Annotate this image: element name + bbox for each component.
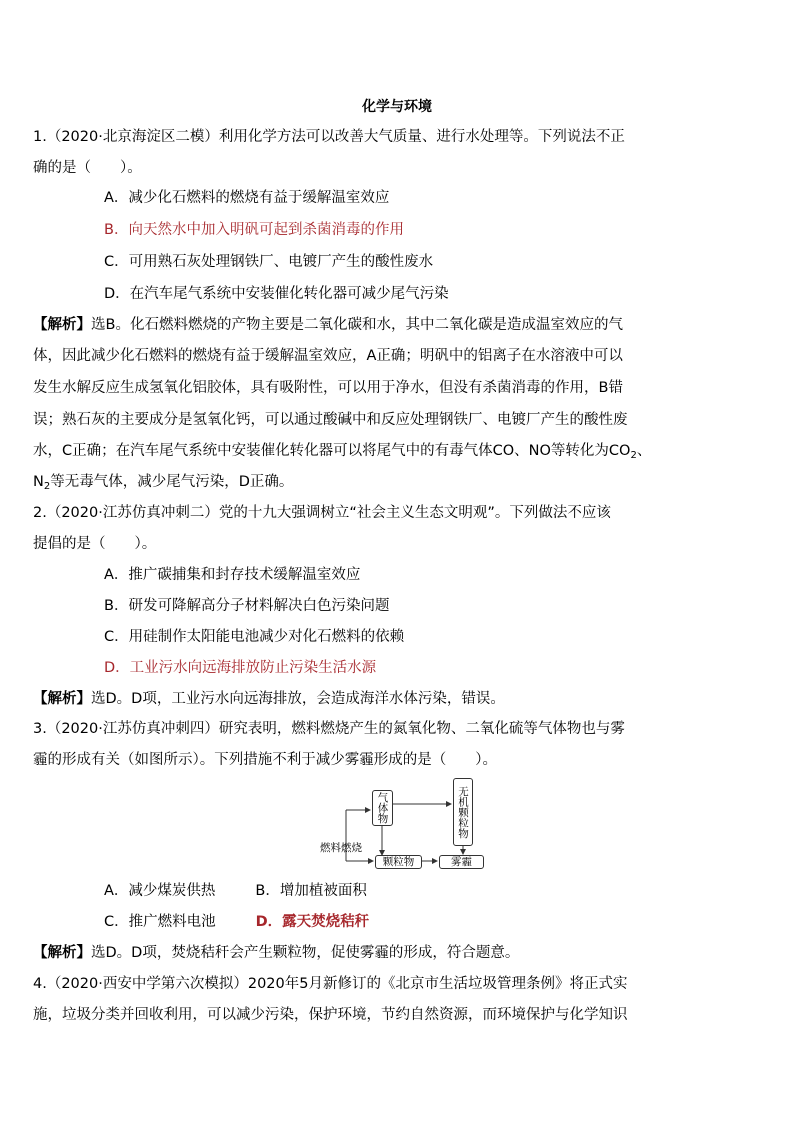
haze-formation-diagram — [320, 778, 490, 872]
q3-option-a: A．减少煤炭供热 — [104, 883, 216, 899]
q1-stem-line2: 确的是（ ）。 — [33, 160, 142, 176]
q3-option-c: C．推广燃料电池 — [104, 914, 216, 930]
analysis-label: 【解析】 — [33, 945, 91, 961]
q2-option-a: A．推广碳捕集和封存技术缓解温室效应 — [104, 567, 361, 583]
haze-box: 雾霾 — [439, 855, 484, 869]
q3-option-d-answer: D．露天焚烧秸秆 — [255, 914, 370, 930]
gas-box: 气体物 — [372, 790, 393, 826]
analysis-label: 【解析】 — [33, 691, 91, 707]
analysis-text: 选B。化石燃料燃烧的产物主要是二氧化碳和水，其中二氧化碳是造成温室效应的气 — [91, 317, 623, 333]
q1-option-b-answer: B．向天然水中加入明矾可起到杀菌消毒的作用 — [104, 222, 404, 238]
q1-analysis-line3: 发生水解反应生成氢氧化铝胶体，具有吸附性，可以用于净水，但没有杀菌消毒的作用，B错 — [33, 380, 623, 396]
q1-analysis-line4: 误；熟石灰的主要成分是氢氧化钙，可以通过酸碱中和反应处理钢铁厂、电镀厂产生的酸性废 — [33, 412, 628, 428]
q1-option-a: A．减少化石燃料的燃烧有益于缓解温室效应 — [104, 190, 390, 206]
page-title: 化学与环境 — [362, 99, 432, 115]
q2-option-d-answer: D．工业污水向远海排放防止污染生活水源 — [104, 660, 377, 676]
q1-option-c: C．可用熟石灰处理钢铁厂、电镀厂产生的酸性废水 — [104, 254, 434, 270]
particle-box: 颗粒物 — [375, 855, 422, 869]
analysis-text: 等无毒气体，减少尾气污染，D正确。 — [50, 474, 294, 490]
q3-analysis — [33, 943, 519, 963]
analysis-text-tail: 、 — [636, 443, 652, 459]
q2-stem-line1: 2.（2020·江苏仿真冲刺二）党的十九大强调树立“社会主义生态文明观”。下列做法不应该 — [33, 505, 611, 521]
analysis-text: 水，C正确；在汽车尾气系统中安装催化转化器可以将尾气中的有毒气体CO、NO等转化为CO — [33, 443, 631, 459]
analysis-text: 选D。D项，焚烧秸秆会产生颗粒物，促使雾霾的形成，符合题意。 — [91, 945, 520, 961]
q1-analysis-line5 — [33, 441, 651, 461]
q1-analysis-line2: 体，因此减少化石燃料的燃烧有益于缓解温室效应，A正确；明矾中的铝离子在水溶液中可以 — [33, 348, 623, 364]
q1-analysis-line1 — [33, 315, 623, 335]
q2-option-c: C．用硅制作太阳能电池减少对化石燃料的依赖 — [104, 629, 405, 645]
q3-options-row1 — [104, 881, 367, 901]
q4-stem-line2: 施，垃圾分类并回收利用，可以减少污染，保护环境，节约自然资源，而环境保护与化学知识 — [33, 1007, 628, 1023]
fuel-combustion-label: 燃料燃烧 — [320, 842, 362, 854]
q3-stem-line1: 3.（2020·江苏仿真冲刺四）研究表明，燃料燃烧产生的氮氧化物、二氧化硫等气体物也与雾 — [33, 721, 625, 737]
co2-subscript: 2 — [630, 450, 637, 461]
q2-option-b: B．研发可降解高分子材料解决白色污染问题 — [104, 598, 390, 614]
inorganic-particle-box: 无机颗粒物 — [453, 778, 473, 846]
q1-stem-line1: 1.（2020·北京海淀区二模）利用化学方法可以改善大气质量、进行水处理等。下列说法不正 — [33, 129, 625, 145]
q4-stem-line1: 4.（2020·西安中学第六次模拟）2020年5月新修订的《北京市生活垃圾管理条例》将正式实 — [33, 976, 628, 992]
q3-stem-line2: 霾的形成有关（如图所示）。下列措施不利于减少雾霾形成的是（ ）。 — [33, 752, 497, 768]
q1-analysis-line6 — [33, 472, 293, 492]
q2-stem-line2: 提倡的是（ ）。 — [33, 536, 157, 552]
q2-analysis — [33, 689, 505, 709]
n2-subscript: 2 — [43, 481, 51, 492]
q3-options-row2 — [104, 912, 369, 932]
q3-option-b: B．增加植被面积 — [255, 883, 367, 899]
n2-symbol: N — [33, 474, 44, 490]
q1-option-d: D．在汽车尾气系统中安装催化转化器可减少尾气污染 — [104, 286, 449, 302]
analysis-label: 【解析】 — [33, 317, 91, 333]
analysis-text: 选D。D项，工业污水向远海排放，会造成海洋水体污染，错误。 — [91, 691, 505, 707]
